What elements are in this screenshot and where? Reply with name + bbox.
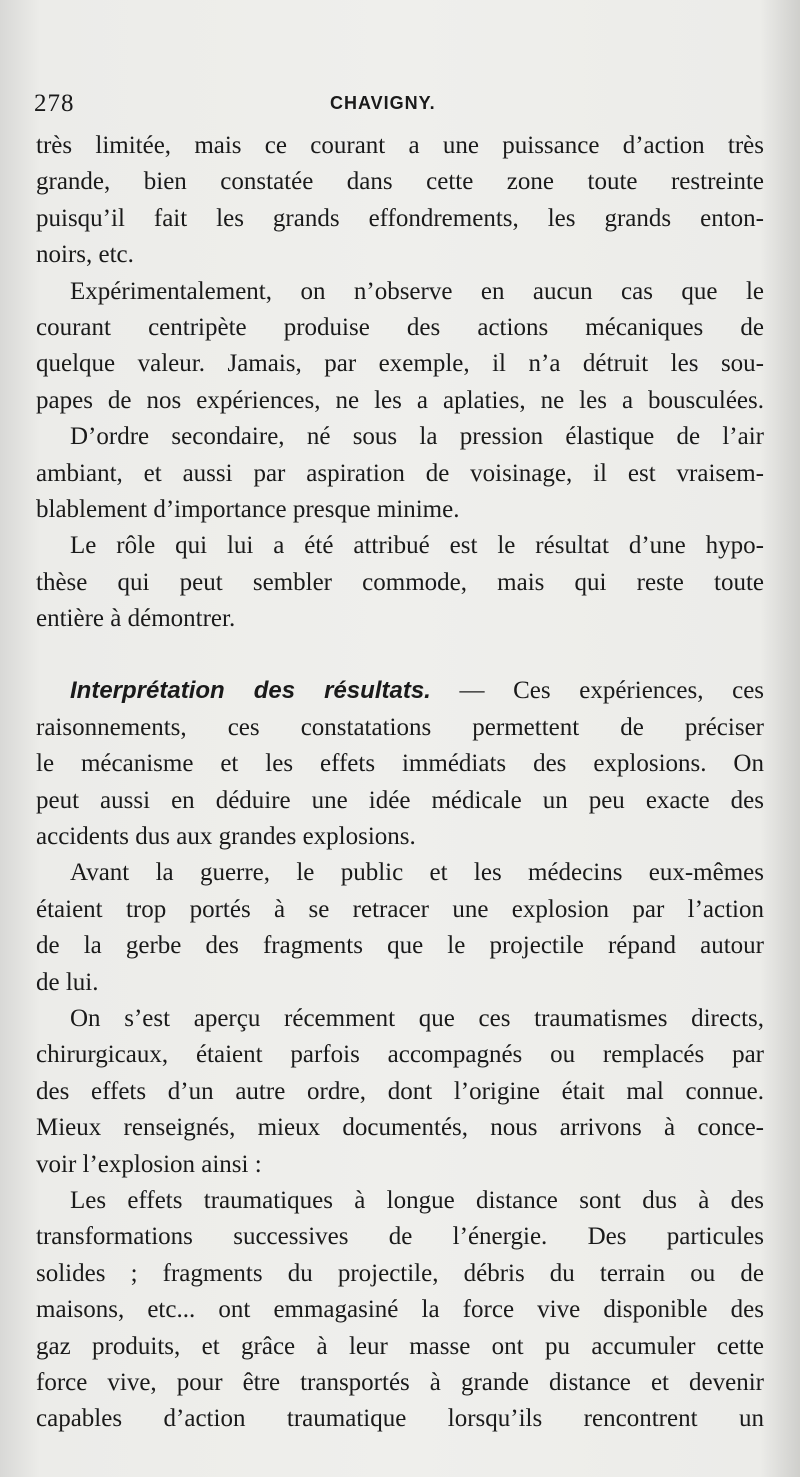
section-gap (36, 637, 764, 673)
text-line: gaz produits, et grâce à leur masse ont pu accumuler cette (36, 1332, 764, 1360)
text-line: puisqu’il fait les grands effondrements, les grands enton- (36, 204, 764, 232)
text-line: capables d’action traumatique lorsqu’ils rencontrent un (36, 1405, 764, 1433)
text-line: accidents dus aux grandes explosions. (36, 823, 416, 851)
text-line: papes de nos expériences, ne les a aplaties, ne les a bousculées. (36, 386, 764, 414)
section-heading: Interprétation des résultats. (70, 677, 431, 705)
running-head: CHAVIGNY. (330, 93, 436, 113)
page-header (0, 90, 800, 122)
text-line: de la gerbe des fragments que le projectile répand autour (36, 932, 764, 960)
text-line: maisons, etc... ont emmagasiné la force vive disponible des (36, 1296, 764, 1324)
text-line: grande, bien constatée dans cette zone toute restreinte (36, 168, 764, 196)
text-line: peut aussi en déduire une idée médicale un peu exacte des (36, 786, 764, 814)
text-line: transformations successives de l’énergie. Des particules (36, 1223, 764, 1251)
text-line: Le rôle qui lui a été attribué est le résultat d’une hypo- (70, 532, 764, 560)
text-line: très limitée, mais ce courant a une puissance d’action très (36, 132, 764, 159)
text-line: D’ordre secondaire, né sous la pression élastique de l’air (70, 423, 764, 451)
text-line: chirurgicaux, étaient parfois accompagnés ou remplacés par (36, 1041, 764, 1069)
text-line: thèse qui peut sembler commode, mais qui reste toute (36, 568, 764, 596)
text-line: Avant la guerre, le public et les médecins eux-mêmes (70, 859, 764, 887)
text-line: entière à démontrer. (36, 605, 236, 633)
text-line: des effets d’un autre ordre, dont l’origine était mal connue. (36, 1077, 764, 1105)
section-heading-line (36, 673, 764, 709)
text-line: force vive, pour être transportés à grande distance et devenir (36, 1368, 764, 1396)
text-line: Les effets traumatiques à longue distance sont dus à des (70, 1186, 764, 1214)
text-line: Mieux renseignés, mieux documentés, nous arrivons à conce- (36, 1114, 764, 1142)
text-line: étaient trop portés à se retracer une explosion par l’action (36, 895, 764, 923)
text-line: blablement d’importance presque minime. (36, 495, 460, 523)
page-number: 278 (34, 90, 75, 117)
text-run: — Ces expériences, ces (459, 677, 765, 705)
text-line: de lui. (36, 968, 99, 996)
text-line: solides ; fragments du projectile, débris du terrain ou de (36, 1259, 764, 1287)
text-line: le mécanisme et les effets immédiats des explosions. On (36, 750, 764, 778)
text-line: Expérimentalement, on n’observe en aucun cas que le (70, 277, 764, 305)
text-line: quelque valeur. Jamais, par exemple, il n’a détruit les sou- (36, 350, 764, 378)
text-line: On s’est aperçu récemment que ces traumatismes directs, (70, 1004, 764, 1032)
text-line: courant centripète produise des actions mécaniques de (36, 313, 764, 341)
body-text (36, 128, 764, 1438)
text-line: ambiant, et aussi par aspiration de voisinage, il est vraisem- (36, 459, 764, 487)
text-line: raisonnements, ces constatations permettent de préciser (36, 713, 764, 741)
text-line: voir l’explosion ainsi : (36, 1150, 262, 1178)
text-line: noirs, etc. (36, 241, 134, 269)
